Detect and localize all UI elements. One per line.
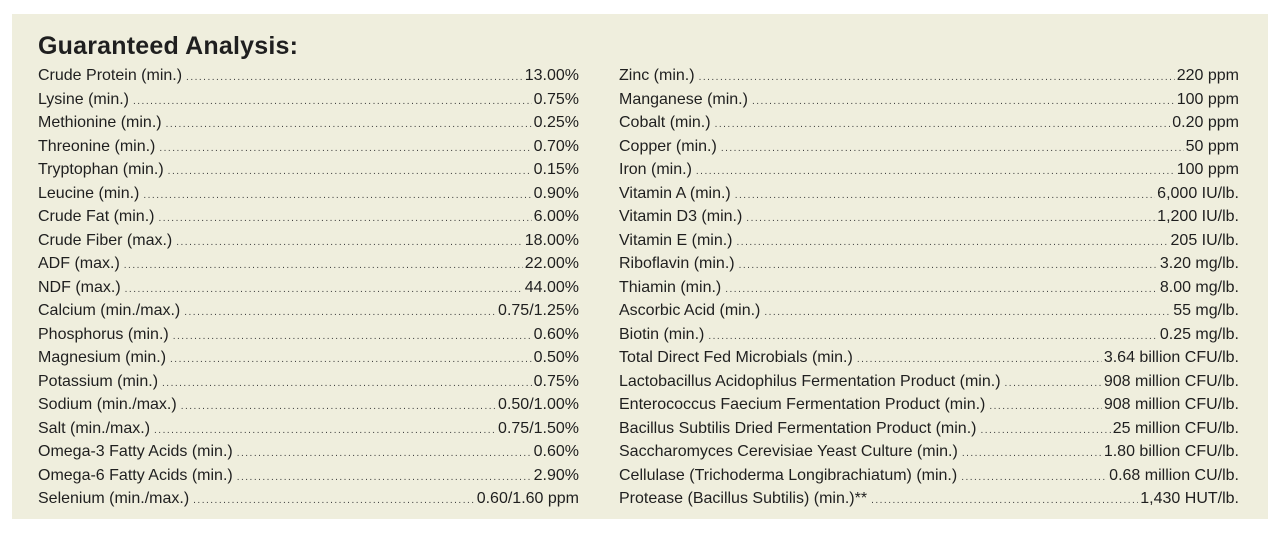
nutrient-label: Threonine (min.) [38,137,156,155]
dot-leader [143,184,531,208]
dot-leader [962,442,1102,466]
nutrient-value: 0.75/1.50% [498,419,579,437]
nutrient-label: Cobalt (min.) [619,114,711,131]
nutrient-value: 22.00% [524,255,579,272]
nutrient-label: Manganese (min.) [619,90,748,108]
panel-title: Guaranteed Analysis: [38,32,299,60]
dot-leader [715,113,1171,137]
nutrient-label: Crude Fat (min.) [38,208,155,225]
dot-leader [162,372,532,396]
analysis-row [38,276,579,300]
analysis-row [619,88,1239,112]
nutrient-label: Cellulase (Trichoderma Longibrachiatum) (min.) [619,466,958,484]
nutrient-value: 13.00% [524,67,579,84]
dot-leader [193,489,475,513]
nutrient-value: 0.68 million CU/lb. [1109,466,1239,484]
nutrient-label: Biotin (min.) [619,325,705,343]
nutrient-label: Magnesium (min.) [38,349,167,366]
analysis-row [619,346,1239,370]
dot-leader [699,66,1175,90]
dot-leader [725,278,1158,302]
dot-leader [752,90,1175,114]
analysis-row [619,111,1239,135]
nutrient-value: 0.60% [533,443,579,460]
dot-leader [158,207,531,231]
dot-leader [721,137,1184,161]
analysis-row [619,487,1239,511]
nutrient-label: Zinc (min.) [619,67,695,84]
nutrient-value: 908 million CFU/lb. [1103,396,1239,413]
analysis-row [619,393,1239,417]
nutrient-label: Vitamin D3 (min.) [619,208,743,225]
nutrient-value: 3.20 mg/lb. [1159,255,1239,272]
nutrient-label: Lactobacillus Acidophilus Fermentation Product (min.) [619,372,1001,390]
nutrient-label: Methionine (min.) [38,114,162,131]
nutrient-label: Calcium (min./max.) [38,302,181,319]
dot-leader [125,278,523,302]
dot-leader [735,184,1155,208]
analysis-row [619,464,1239,488]
dot-leader [961,466,1107,490]
analysis-row [38,440,579,464]
dot-leader [980,419,1110,443]
dot-leader [166,113,532,137]
nutrient-value: 50 ppm [1185,137,1239,155]
analysis-row [38,252,579,276]
nutrient-value: 0.15% [533,161,579,178]
nutrient-label: Protease (Bacillus Subtilis) (min.)** [619,490,868,507]
analysis-row [38,464,579,488]
dot-leader [168,160,532,184]
nutrient-label: Selenium (min./max.) [38,490,190,507]
dot-leader [746,207,1155,231]
analysis-row [38,64,579,88]
analysis-row [38,111,579,135]
nutrient-label: Bacillus Subtilis Dried Fermentation Product (min.) [619,419,977,437]
analysis-row [619,182,1239,206]
nutrient-value: 0.60/1.60 ppm [476,490,579,507]
analysis-row [619,229,1239,253]
nutrient-value: 0.50/1.00% [498,396,579,413]
nutrient-value: 0.75/1.25% [498,302,579,319]
analysis-row [619,417,1239,441]
analysis-row [619,135,1239,159]
analysis-row [619,276,1239,300]
nutrient-value: 100 ppm [1176,90,1239,108]
nutrient-label: Iron (min.) [619,161,692,178]
nutrient-label: ADF (max.) [38,255,120,272]
dot-leader [708,325,1157,349]
analysis-row [619,252,1239,276]
nutrient-value: 44.00% [524,278,579,296]
nutrient-value: 205 IU/lb. [1170,231,1239,249]
nutrient-value: 100 ppm [1176,161,1239,178]
nutrient-value: 55 mg/lb. [1173,302,1239,319]
dot-leader [737,231,1169,255]
nutrient-label: Phosphorus (min.) [38,325,169,343]
nutrient-label: Leucine (min.) [38,184,140,202]
nutrient-label: Saccharomyces Cerevisiae Yeast Culture (min.) [619,443,958,460]
nutrient-label: Riboflavin (min.) [619,255,735,272]
nutrient-value: 1,430 HUT/lb. [1140,490,1239,507]
nutrient-label: Omega-6 Fatty Acids (min.) [38,466,233,484]
nutrient-label: Tryptophan (min.) [38,161,164,178]
nutrient-value: 0.75% [533,372,579,390]
right-column [619,64,1239,511]
nutrient-value: 1.80 billion CFU/lb. [1103,443,1239,460]
analysis-row [619,64,1239,88]
analysis-row [38,323,579,347]
analysis-row [38,487,579,511]
nutrient-value: 1,200 IU/lb. [1157,208,1239,225]
nutrient-label: Vitamin E (min.) [619,231,733,249]
nutrient-label: Salt (min./max.) [38,419,151,437]
nutrient-value: 0.75% [533,90,579,108]
analysis-row [38,229,579,253]
guaranteed-analysis-panel [12,14,1268,519]
analysis-row [619,323,1239,347]
dot-leader [133,90,532,114]
nutrient-value: 0.25% [533,114,579,131]
nutrient-label: Total Direct Fed Microbials (min.) [619,349,853,366]
nutrient-value: 0.90% [533,184,579,202]
nutrient-label: Potassium (min.) [38,372,159,390]
dot-leader [237,466,532,490]
dot-leader [159,137,531,161]
nutrient-value: 6,000 IU/lb. [1157,184,1239,202]
analysis-row [38,370,579,394]
nutrient-value: 0.70% [533,137,579,155]
analysis-row [619,205,1239,229]
nutrient-label: Ascorbic Acid (min.) [619,302,761,319]
analysis-row [619,299,1239,323]
nutrient-value: 2.90% [533,466,579,484]
analysis-row [38,88,579,112]
analysis-row [619,440,1239,464]
dot-leader [170,348,532,372]
nutrient-label: Enterococcus Faecium Fermentation Product (min.) [619,396,986,413]
nutrient-label: Sodium (min./max.) [38,396,177,413]
nutrient-label: NDF (max.) [38,278,121,296]
nutrient-label: Omega-3 Fatty Acids (min.) [38,443,233,460]
dot-leader [1005,372,1102,396]
dot-leader [989,395,1101,419]
nutrient-value: 220 ppm [1176,67,1239,84]
nutrient-value: 6.00% [533,208,579,225]
nutrient-label: Crude Fiber (max.) [38,231,173,249]
dot-leader [871,489,1138,513]
analysis-row [38,299,579,323]
dot-leader [186,66,523,90]
analysis-row [619,158,1239,182]
nutrient-value: 0.25 mg/lb. [1159,325,1239,343]
analysis-row [38,393,579,417]
nutrient-value: 3.64 billion CFU/lb. [1103,349,1239,366]
left-column [38,64,579,511]
nutrient-value: 25 million CFU/lb. [1112,419,1239,437]
nutrient-value: 908 million CFU/lb. [1103,372,1239,390]
analysis-row [38,205,579,229]
dot-leader [237,442,532,466]
dot-leader [176,231,522,255]
dot-leader [739,254,1158,278]
nutrient-label: Vitamin A (min.) [619,184,731,202]
dot-leader [184,301,496,325]
analysis-row [38,158,579,182]
analysis-row [38,135,579,159]
nutrient-value: 0.50% [533,349,579,366]
nutrient-label: Lysine (min.) [38,90,129,108]
nutrient-value: 0.20 ppm [1172,114,1239,131]
analysis-row [619,370,1239,394]
analysis-row [38,417,579,441]
dot-leader [154,419,496,443]
nutrient-label: Thiamin (min.) [619,278,722,296]
analysis-row [38,182,579,206]
dot-leader [173,325,532,349]
dot-leader [764,301,1171,325]
dot-leader [124,254,523,278]
dot-leader [857,348,1102,372]
dot-leader [696,160,1175,184]
nutrient-label: Copper (min.) [619,137,717,155]
nutrient-value: 8.00 mg/lb. [1159,278,1239,296]
nutrient-value: 0.60% [533,325,579,343]
analysis-row [38,346,579,370]
dot-leader [181,395,496,419]
nutrient-label: Crude Protein (min.) [38,67,183,84]
nutrient-value: 18.00% [524,231,579,249]
